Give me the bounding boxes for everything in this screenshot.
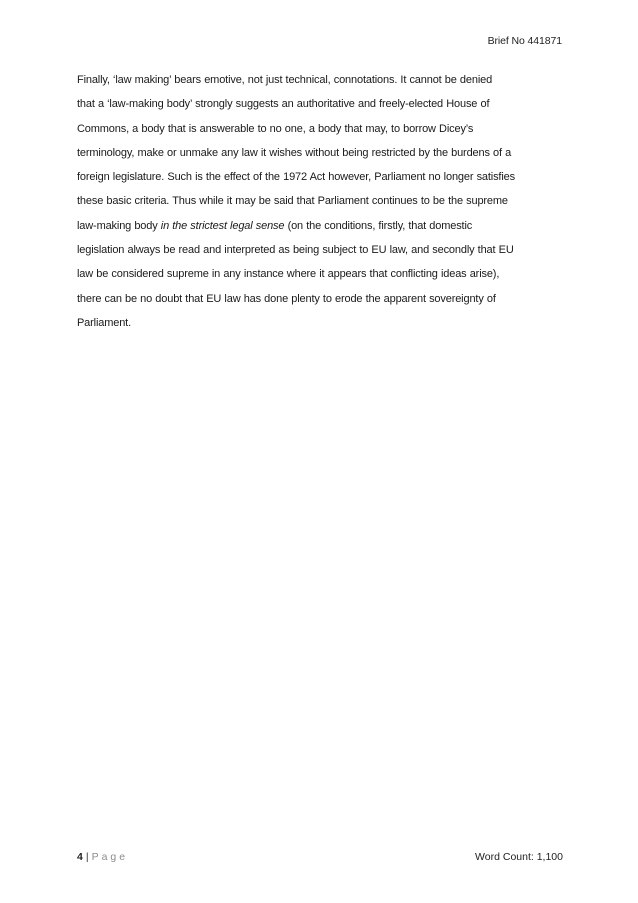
body-line-8: legislation always be read and interpreted as being subject to EU law, and secondly that EU — [77, 244, 514, 257]
body-line-7-end: (on the conditions, firstly, that domestic — [284, 219, 473, 232]
page-number: 4 — [77, 851, 83, 863]
body-line-2: that a ‘law-making body’ strongly suggests an authoritative and freely-elected House of — [77, 98, 490, 111]
body-line-6: these basic criteria. Thus while it may be said that Parliament continues to be the supreme — [77, 195, 508, 208]
page-footer — [77, 851, 563, 865]
body-line-4: terminology, make or unmake any law it wishes without being restricted by the burdens of a — [77, 146, 512, 159]
body-line-5: foreign legislature. Such is the effect of the 1972 Act however, Parliament no longer satisfies — [77, 171, 515, 184]
brief-number: Brief No 441871 — [487, 35, 562, 47]
footer-separator: | — [85, 851, 89, 863]
body-line-3: Commons, a body that is answerable to no one, a body that may, to borrow Dicey’s — [77, 122, 474, 135]
body-line-7-start: law-making body — [77, 219, 161, 232]
body-line-7 — [77, 214, 567, 238]
page-word: Page — [91, 851, 129, 863]
italic-phrase: in the strictest legal sense — [160, 219, 285, 232]
body-line-10: there can be no doubt that EU law has done plenty to erode the apparent sovereignty of — [77, 292, 496, 305]
word-count: Word Count: 1,100 — [475, 851, 563, 863]
body-paragraph — [77, 68, 567, 335]
body-line-9: law be considered supreme in any instance where it appears that conflicting ideas arise), — [77, 268, 500, 281]
page-label — [77, 851, 128, 863]
body-line-1: Finally, ‘law making’ bears emotive, not just technical, connotations. It cannot be denied — [77, 74, 493, 86]
body-line-11: Parliament. — [77, 316, 131, 329]
